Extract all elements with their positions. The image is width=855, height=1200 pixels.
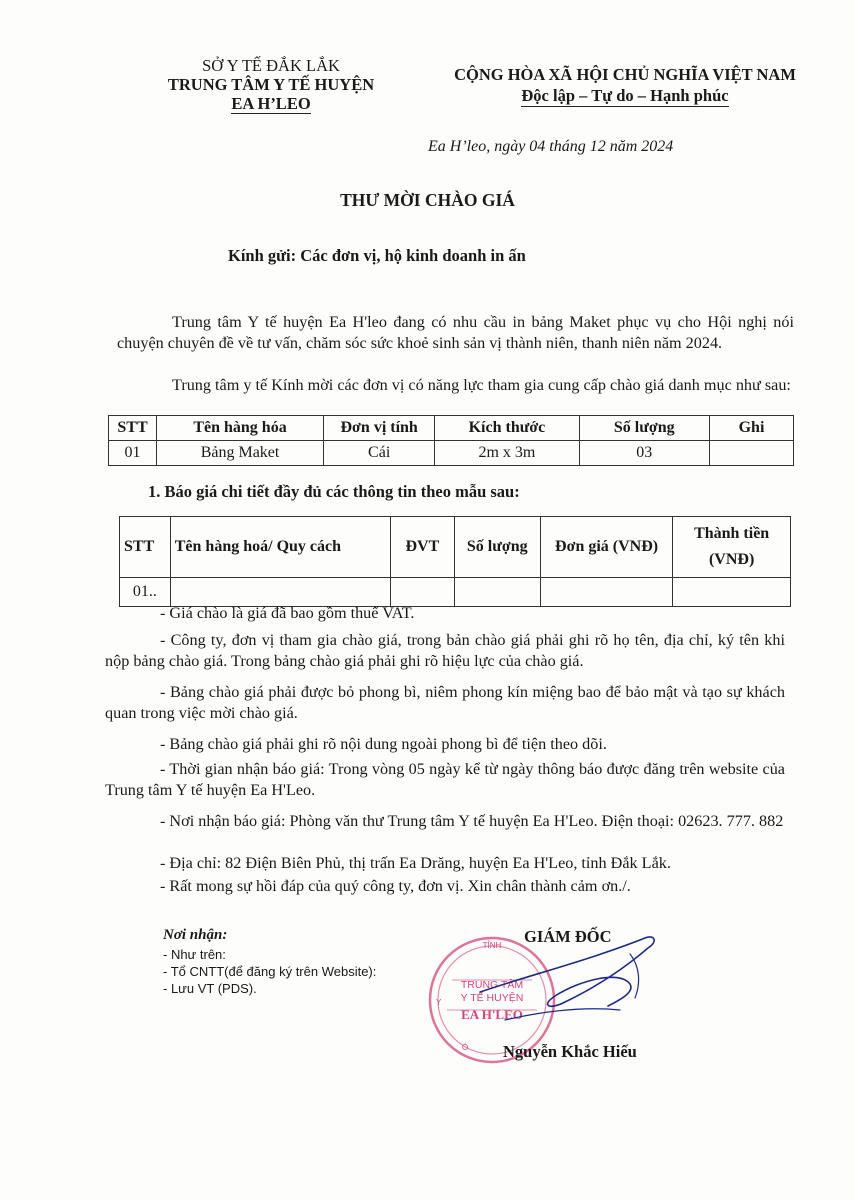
table-header-cell: Kích thước xyxy=(435,416,579,441)
intro-paragraph-2: Trung tâm y tế Kính mời các đơn vị có năng lực tham gia cung cấp chào giá danh mục như sau: xyxy=(172,376,791,394)
table-header-cell: Thành tiền (VNĐ) xyxy=(673,517,791,578)
recipients-list xyxy=(163,946,376,997)
recipient-line: Kính gửi: Các đơn vị, hộ kinh doanh in ấn xyxy=(228,246,526,265)
organization-name-line1: TRUNG TÂM Y TẾ HUYỆN xyxy=(167,75,375,94)
table-header-cell: Ghi xyxy=(710,416,794,441)
table-cell: 01.. xyxy=(120,578,171,607)
table-header-row xyxy=(109,416,794,441)
signer-title: GIÁM ĐỐC xyxy=(524,927,612,946)
table-cell xyxy=(710,441,794,466)
table-cell: Bảng Maket xyxy=(157,441,324,466)
table-header-cell: ĐVT xyxy=(391,517,455,578)
item-table xyxy=(108,415,794,466)
document-date: Ea H’leo, ngày 04 tháng 12 năm 2024 xyxy=(428,138,674,155)
table-row xyxy=(109,441,794,466)
list-item: - Lưu VT (PDS). xyxy=(163,981,257,996)
quote-template-table xyxy=(119,516,791,607)
condition-item: - Công ty, đơn vị tham gia chào giá, trong bản chào giá phải ghi rõ họ tên, địa chỉ, ký tên khi nộp bảng chào giá. Trong bảng chào giá phải ghi rõ hiệu lực của chào giá. xyxy=(105,631,785,670)
handwritten-signature xyxy=(470,920,670,1060)
table-header-row xyxy=(120,517,791,578)
table-cell: 01 xyxy=(109,441,157,466)
condition-item: - Thời gian nhận báo giá: Trong vòng 05 ngày kể từ ngày thông báo được đăng trên website của Trung tâm Y tế huyện Ea H'Leo. xyxy=(105,760,785,799)
national-motto: Độc lập – Tự do – Hạnh phúc xyxy=(521,86,729,105)
table-header-cell: Đơn vị tính xyxy=(323,416,434,441)
national-header xyxy=(415,64,835,107)
table-header-cell: Số lượng xyxy=(579,416,710,441)
seal-text-line3: EA H'LEO xyxy=(461,1007,523,1022)
table-cell: 03 xyxy=(579,441,710,466)
document-title: THƯ MỜI CHÀO GIÁ xyxy=(340,190,515,210)
list-item: - Tổ CNTT(để đăng ký trên Website): xyxy=(163,964,377,979)
list-item: - Như trên: xyxy=(163,947,226,962)
signer-name: Nguyễn Khắc Hiếu xyxy=(503,1042,637,1061)
table-header-cell: Đơn giá (VNĐ) xyxy=(540,517,672,578)
table-cell: 2m x 3m xyxy=(435,441,579,466)
svg-text:Ó: Ó xyxy=(462,1043,469,1052)
organization-name-line2: EA H’LEO xyxy=(231,94,311,113)
table-header-cell: Số lượng xyxy=(454,517,540,578)
table-header-cell: STT xyxy=(109,416,157,441)
condition-item: - Nơi nhận báo giá: Phòng văn thư Trung tâm Y tế huyện Ea H'Leo. Điện thoại: 02623. 777. 882 xyxy=(160,812,784,830)
seal-ring-text: TỈNH xyxy=(482,941,502,950)
seal-text-line1: TRUNG TÂM xyxy=(460,979,524,991)
seal-text-line2: Y TẾ HUYỆN xyxy=(460,992,524,1004)
condition-item: - Bảng chào giá phải được bỏ phong bì, niêm phong kín miệng bao để bảo mật và tạo sự khách quan trong việc mời chào giá. xyxy=(105,683,785,722)
svg-text:Y: Y xyxy=(436,998,442,1007)
nation-name: CỘNG HÒA XÃ HỘI CHỦ NGHĨA VIỆT NAM xyxy=(454,65,796,84)
condition-item: - Giá chào là giá đã bao gồm thuế VAT. xyxy=(160,604,415,622)
intro-paragraph-1: Trung tâm Y tế huyện Ea H'leo đang có nhu cầu in bảng Maket phục vụ cho Hội nghị nói chuyện chuyên đề về tư vấn, chăm sóc sức khoẻ sinh sản vị thành niên, thanh niên năm 2024. xyxy=(117,313,794,352)
condition-item: - Bảng chào giá phải ghi rõ nội dung ngoài phong bì để tiện theo dõi. xyxy=(160,735,607,753)
department-name: SỞ Y TẾ ĐẮK LẮK xyxy=(202,56,340,75)
table-header-cell: STT xyxy=(120,517,171,578)
section-heading: 1. Báo giá chi tiết đầy đủ các thông tin theo mẫu sau: xyxy=(148,482,520,501)
condition-item: - Địa chỉ: 82 Điện Biên Phủ, thị trấn Ea Drăng, huyện Ea H'Leo, tỉnh Đắk Lắk. xyxy=(160,854,671,872)
table-cell: Cái xyxy=(323,441,434,466)
table-header-cell: Tên hàng hóa xyxy=(157,416,324,441)
issuing-organization xyxy=(140,56,402,114)
table-header-cell: Tên hàng hoá/ Quy cách xyxy=(170,517,390,578)
recipients-title: Nơi nhận: xyxy=(163,927,228,943)
condition-item: - Rất mong sự hồi đáp của quý công ty, đơn vị. Xin chân thành cảm ơn./. xyxy=(160,877,631,895)
